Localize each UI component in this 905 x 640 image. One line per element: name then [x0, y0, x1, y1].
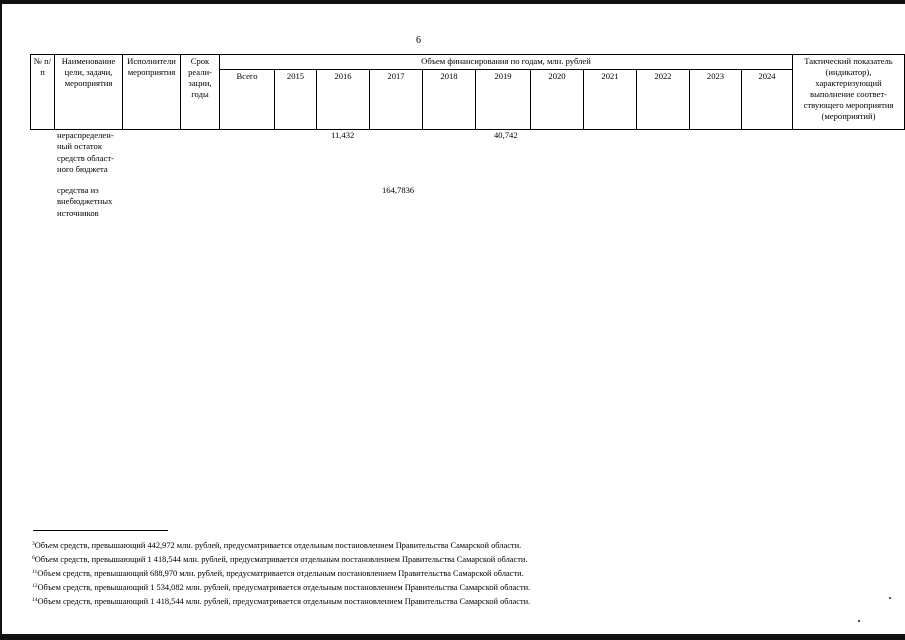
header-year-2017: 2017 [370, 69, 423, 129]
header-year-2018: 2018 [423, 69, 476, 129]
header-total: Всего [220, 69, 275, 129]
header-year-2020: 2020 [531, 69, 584, 129]
header-executors: Исполнители мероприятия [123, 55, 181, 130]
row-value-2019: 40,742 [494, 130, 518, 140]
footnote: $^{12}$Объем средств, превышающий 1 534,082 млн. рублей, предусматривается отдельным постановлением Правительства Самарской области. [32, 583, 531, 592]
footnote: $^{11}$Объем средств, превышающий 688,970 млн. рублей, предусматривается отдельным постановлением Правительства Самарской области. [32, 569, 524, 578]
header-year-2021: 2021 [584, 69, 637, 129]
footnotes [32, 538, 530, 608]
header-year-2015: 2015 [275, 69, 317, 129]
footnote-separator [33, 530, 168, 531]
header-number: № п/п [31, 55, 55, 130]
footnote: $^3$Объем средств, превышающий 442,972 млн. рублей, предусматривается отдельным постановлением Правительства Самарской области. [32, 541, 522, 550]
header-year-2019: 2019 [476, 69, 531, 129]
footnote: $^6$Объем средств, превышающий 1 418,544 млн. рублей, предусматривается отдельным постановлением Правительства Самарской области. [32, 555, 528, 564]
header-year-2016: 2016 [317, 69, 370, 129]
header-name: Наименование цели, задачи, мероприятия [55, 55, 123, 130]
page-border-top [0, 0, 905, 4]
row-label-extrabudgetary-sources: средства из внебюджетных источников [57, 185, 113, 218]
footnote: $^{14}$Объем средств, превышающий 1 418,544 млн. рублей, предусматривается отдельным постановлением Правительства Самарской области. [32, 597, 531, 606]
header-year-2023: 2023 [690, 69, 742, 129]
page-number: 6 [416, 35, 421, 46]
header-year-2024: 2024 [742, 69, 793, 129]
page-border-left [0, 0, 2, 640]
scan-speck [889, 597, 891, 599]
row-value-2017: 164,7836 [382, 185, 415, 195]
header-indicator: Тактический показатель (индикатор), характеризующий выполнение соответ-ствующего мероприятия (мероприятий) [793, 55, 905, 130]
header-term: Срок реали-зации, годы [181, 55, 220, 130]
header-year-2022: 2022 [637, 69, 690, 129]
header-funding-group: Объем финансирования по годам, млн. рублей [220, 55, 793, 70]
row-value-2016: 11,432 [331, 130, 355, 140]
row-label-regional-budget-remainder: нераспределен-ный остаток средств област-ного бюджета [57, 130, 114, 175]
page-border-bottom [0, 634, 905, 640]
funding-table-header [30, 54, 905, 130]
scan-speck [858, 620, 860, 622]
